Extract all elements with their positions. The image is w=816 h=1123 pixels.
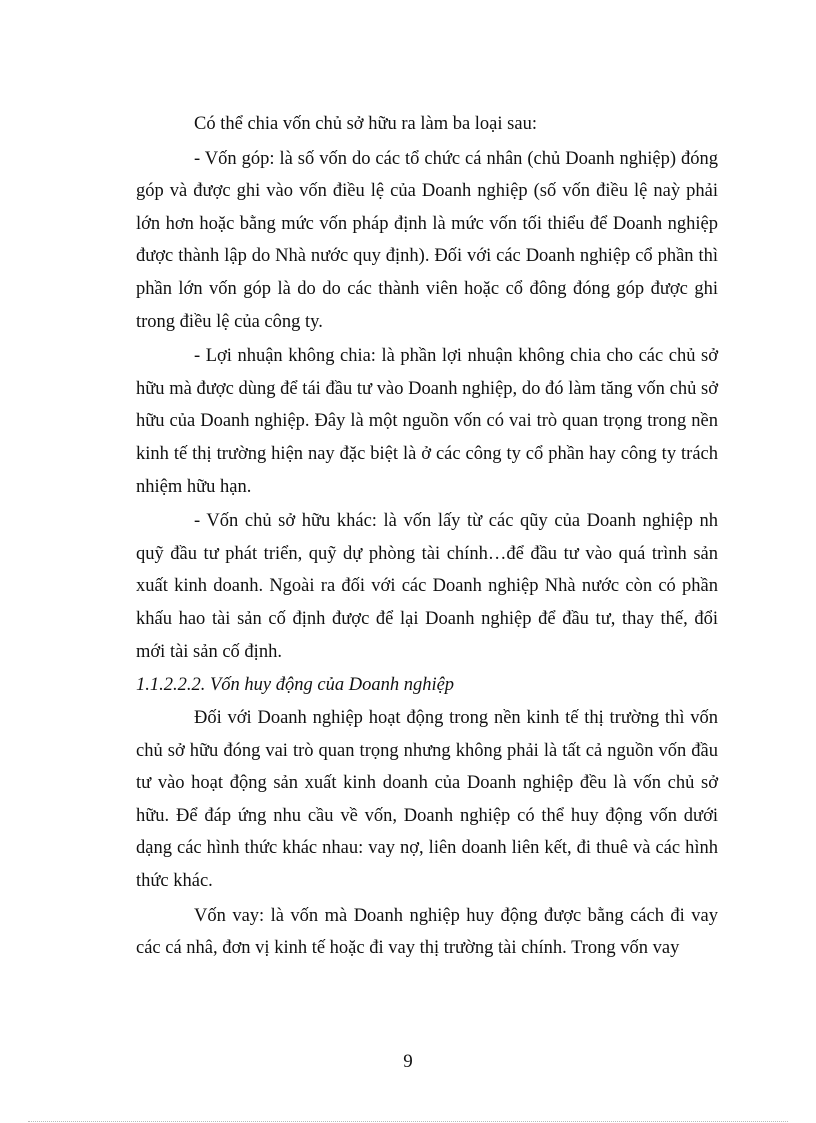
section-heading: 1.1.2.2.2. Vốn huy động của Doanh nghiệp <box>136 675 455 696</box>
paragraph-loi-nhuan-khong-chia: - Lợi nhuận không chia: là phần lợi nhuận không chia cho các chủ sở hữu mà được dùng để tái đầu tư vào Doanh nghiệp, do đó làm tăng vốn chủ sở hữu của Doanh nghiệp. Đây là một nguồn vốn có vai trò quan trọng trong nền kinh tế thị trường hiện nay đặc biệt là ở các công ty cổ phần hay công ty trách nhiệm hữu hạn. <box>136 346 718 497</box>
paragraph-von-gop: - Vốn góp: là số vốn do các tổ chức cá nhân (chủ Doanh nghiệp) đóng góp và được ghi vào vốn điều lệ của Doanh nghiệp (số vốn điều lệ naỳ phải lớn hơn hoặc bằng mức vốn pháp định là mức vốn tối thiểu để Doanh nghiệp được thành lập do Nhà nước quy định). Đối với các Doanh nghiệp cổ phần thì phần lớn vốn góp là do do các thành viên hoặc cổ đông đóng góp được ghi trong điều lệ của công ty. <box>136 148 718 332</box>
page-number: 9 <box>403 1051 413 1072</box>
paragraph-von-chu-so-huu-khac: - Vốn chủ sở hữu khác: là vốn lấy từ các qũy của Doanh nghiệp nh quỹ đầu tư phát triển, quỹ dự phòng tài chính…để đầu tư vào quá trình sản xuất kinh doanh. Ngoài ra đối với các Doanh nghiệp Nhà nước còn có phần khấu hao tài sản cố định được để lại Doanh nghiệp để đầu tư, thay thế, đổi mới tài sản cố định. <box>136 511 718 662</box>
paragraph-von-vay: Vốn vay: là vốn mà Doanh nghiệp huy động được bằng cách đi vay các cá nhâ, đơn vị kinh tế hoặc đi vay thị trường tài chính. Trong vốn vay <box>136 905 718 959</box>
page-body <box>136 108 718 965</box>
paragraph-von-huy-dong: Đối với Doanh nghiệp hoạt động trong nền kinh tế thị trường thì vốn chủ sở hữu đóng vai trò quan trọng nhưng không phải là tất cả nguồn vốn đầu tư vào hoạt động sản xuất kinh doanh của Doanh nghiệp đều là vốn chủ sở hữu. Để đáp ứng nhu cầu về vốn, Doanh nghiệp có thể huy động vốn dưới dạng các hình thức khác nhau: vay nợ, liên doanh liên kết, đi thuê và các hình thức khác. <box>136 708 718 892</box>
page-bottom-divider <box>28 1121 788 1122</box>
intro-paragraph: Có thể chia vốn chủ sở hữu ra làm ba loại sau: <box>194 114 537 134</box>
